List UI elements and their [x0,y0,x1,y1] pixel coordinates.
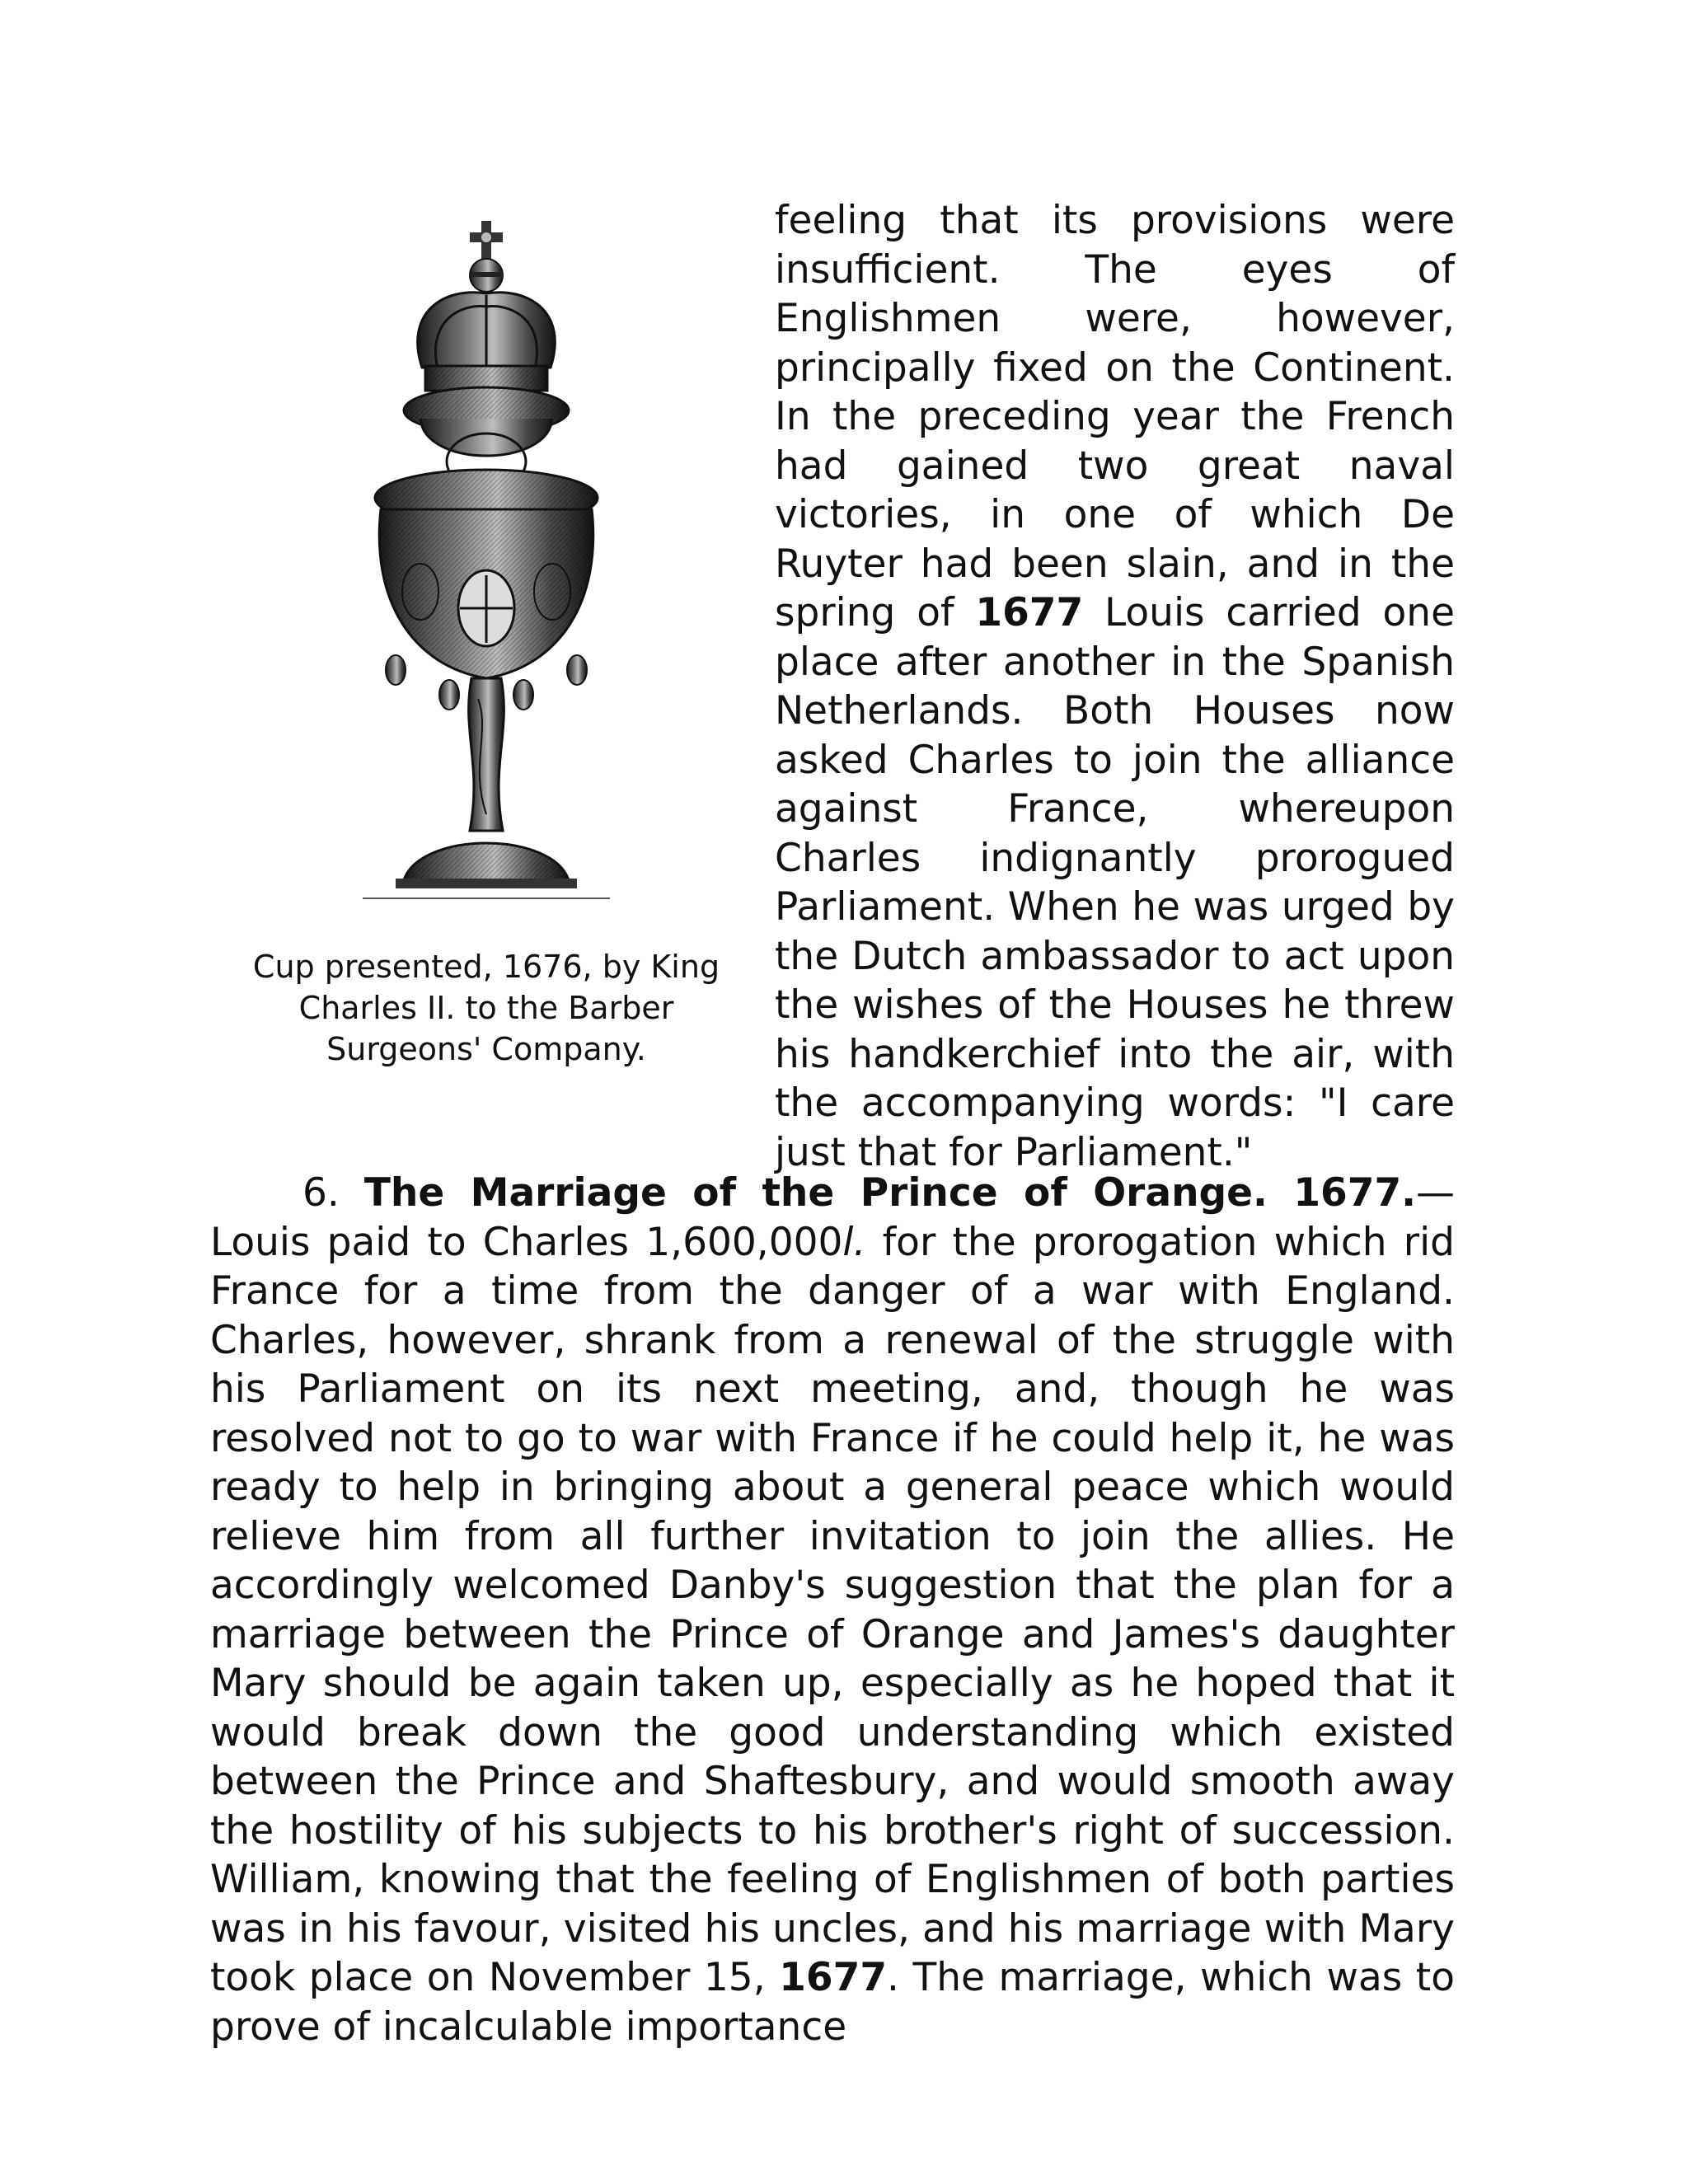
section-text [210,1169,1455,2051]
pound-abbreviation: l. [842,1219,866,1265]
ornate-cup-illustration [346,221,626,905]
figure [247,221,725,1067]
text-run: . The marriage, which was to prove of incalculable importance [210,1955,1455,2050]
text-run: feeling that its provisions were insufficient. The eyes of Englishmen were, however, principally fixed on the Continent. In the preceding year the French had gained two great naval victories, in one of which De Ruyter had been slain, and in the spring of [775,198,1455,635]
text-run: for the prorogation which rid France for a time from the danger of a war with England. Charles, however, shrank from a renewal of the struggle with his Parliament on its next meeting, and, though he was resolved not to go to war with France if he could help it, he was ready to help in bringing about a general peace which would relieve him from all further invitation to join the allies. He accordingly welcomed Danby's suggestion that the plan for a marriage between the Prince of Orange and James's daughter Mary should be again taken up, especially as he hoped that it would break down the good understanding which existed between the Prince and Shaftesbury, and would smooth away the hostility of his subjects to his brother's right of succession. William, knowing that the feeling of Englishmen of both parties was in his favour, visited his uncles, and his marriage with Mary took place on November 15, [210,1219,1455,2000]
section-number: 6. [302,1170,340,1216]
year-bold: 1677 [779,1955,888,2000]
year-bold: 1677 [975,590,1084,635]
paragraph-continued [775,196,1455,1177]
section-paragraph [210,1169,1455,2051]
section-heading: The Marriage of the Prince of Orange. 1677. [363,1170,1416,1216]
text-run: —Louis paid to Charles 1,600,000 [210,1170,1455,1265]
right-column-text [775,196,1455,1177]
text-run: Louis carried one place after another in the Spanish Netherlands. Both Houses now asked Charles to join the alliance against France, whereupon Charles indignantly prorogued Parliament. When he was urged by the Dutch ambassador to act upon the wishes of the Houses he threw his handkerchief into the air, with the accompanying words: "I care just that for Parliament." [775,590,1455,1175]
figure-caption: Cup presented, 1676, by King Charles II. to the Barber Surgeons' Company. [252,949,720,1067]
